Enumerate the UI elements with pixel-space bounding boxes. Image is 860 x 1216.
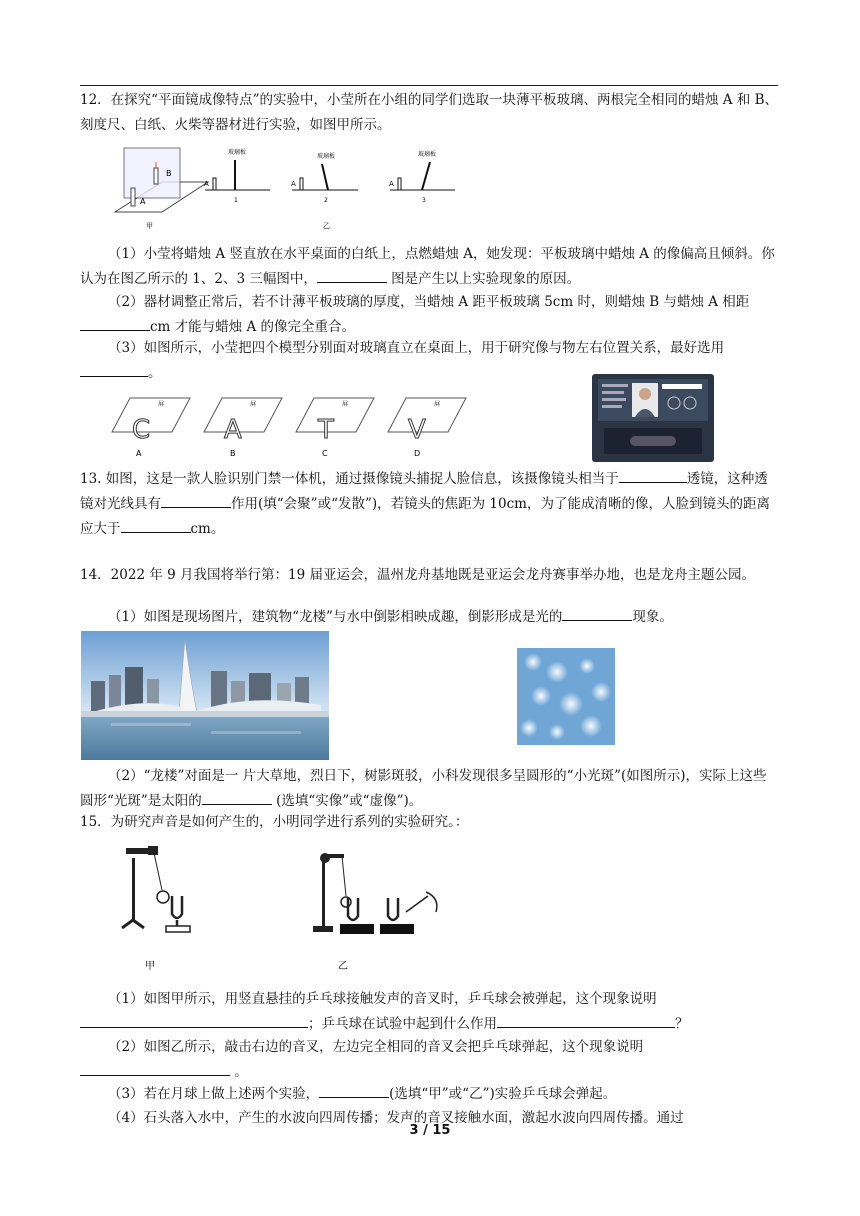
face-recognition-device-photo <box>592 374 714 462</box>
q14-sub1: （1）如图是现场图片，建筑物“龙楼”与水中倒影相映成趣，倒影形成是光的 现象。 <box>80 605 780 630</box>
q15-intro: 15．为研究声音是如何产生的，小明同学进行系列的实验研究。： <box>80 814 469 830</box>
svg-text:A: A <box>224 415 242 445</box>
q12-sub2: （2）器材调整正常后，若不计薄平板玻璃的厚度，当蜡烛 A 距平板玻璃 5cm 时，则蜡烛 B 与蜡烛 A 相距cm 才能与蜡烛 A 的像完全重合。 <box>80 290 780 340</box>
svg-text:屏: 屏 <box>342 401 349 408</box>
figure-jia <box>115 148 208 230</box>
figure-yi-1 <box>204 148 270 204</box>
svg-text:C: C <box>132 415 151 445</box>
q12-intro: 12．在探究“平面镜成像特点”的实验中，小莹所在小组的同学们选取一块薄平板玻璃、两根完全相同的蜡烛 A 和 B、刻度尺、白纸、火柴等器材进行实验，如图甲所示。 <box>80 92 779 133</box>
svg-text:玻璃板: 玻璃板 <box>317 153 336 160</box>
model-c <box>296 398 374 458</box>
dragon-tower-photo <box>81 631 329 760</box>
answer-blank-q12-2[interactable] <box>80 315 150 331</box>
figure-yi-3 <box>389 150 455 204</box>
svg-text:V: V <box>408 415 426 445</box>
answer-blank-q12-1[interactable] <box>317 267 387 283</box>
answer-blank-q12-3[interactable] <box>80 361 148 377</box>
svg-text:C: C <box>322 449 328 458</box>
model-b <box>204 398 282 458</box>
answer-blank-q13-2[interactable] <box>161 492 231 508</box>
figure-yi-2 <box>291 152 358 230</box>
label-yi: 乙 <box>323 222 330 230</box>
svg-text:B: B <box>230 449 236 458</box>
label-n1: 1 <box>234 197 238 204</box>
model-a <box>112 398 190 458</box>
q15-sub1: （1）如图甲所示，用竖直悬挂的乒乓球接触发声的音叉时，乒乓球会被弹起，这个现象说明；乒乓球在试验中起到什么作用 ？ <box>80 987 780 1037</box>
q12-models-figure <box>108 390 470 462</box>
q15-sub4: （4）石头落入水中，产生的水波向四周传播；发声的音叉接触水面，激起水波向四周传播。通过 <box>108 1110 684 1126</box>
q15-sub3: （3）若在月球上做上述两个实验， (选填“甲”或“乙”)实验乒乓球会弹起。 <box>80 1082 780 1107</box>
svg-text:玻璃板: 玻璃板 <box>418 151 437 158</box>
q12-figure-apparatus <box>110 140 490 232</box>
svg-text:A: A <box>136 449 142 458</box>
svg-text:A: A <box>204 180 209 188</box>
svg-text:屏: 屏 <box>250 401 257 408</box>
q12-sub1: （1）小莹将蜡烛 A 竖直放在水平桌面的白纸上，点燃蜡烛 A，她发现：平板玻璃中蜡烛 A 的像偏高且倾斜。你认为在图乙所示的 1、2、3 三幅图中， 图是产生以上实验现象的原因。 <box>80 246 775 287</box>
answer-blank-q14-2[interactable] <box>202 789 272 805</box>
q14-intro: 14．2022 年 9 月我国将举行第：19 届亚运会，温州龙舟基地既是亚运会龙舟赛事举办地，也是龙舟主题公园。 <box>80 567 755 583</box>
label-b-jia: B <box>166 169 172 178</box>
q15-tuning-fork-figure <box>110 840 450 978</box>
label-n3: 3 <box>422 197 426 204</box>
svg-text:屏: 屏 <box>158 401 165 408</box>
answer-blank-q13-3[interactable] <box>121 517 191 533</box>
answer-blank-q15-3[interactable] <box>80 1060 230 1076</box>
svg-text:D: D <box>414 449 421 458</box>
figure-yi-apparatus <box>313 853 437 972</box>
answer-blank-q13-1[interactable] <box>619 467 687 483</box>
svg-text:A: A <box>291 180 296 188</box>
label-jia: 甲 <box>145 961 155 972</box>
answer-blank-q15-1[interactable] <box>80 1012 308 1028</box>
figure-jia-apparatus <box>122 846 190 972</box>
q12-sub3: （3）如图所示，小莹把四个模型分别面对玻璃直立在桌面上，用于研究像与物左右位置关系，最好选用。 <box>80 336 780 386</box>
answer-blank-q15-4[interactable] <box>319 1082 389 1098</box>
label-n2: 2 <box>324 197 328 204</box>
label-jia: 甲 <box>146 222 153 230</box>
answer-blank-q14-1[interactable] <box>562 605 632 621</box>
answer-blank-q15-2[interactable] <box>497 1012 675 1028</box>
q14-sub2: （2）“龙楼”对面是一 片大草地，烈日下，树影斑驳，小科发现很多呈圆形的“小光斑”(如图所示)，实际上这些圆形“光斑”是太阳的 (选填“实像”或“虚像”)。 <box>80 768 767 809</box>
light-spot-photo <box>517 648 615 745</box>
svg-text:屏: 屏 <box>434 401 441 408</box>
q13-text: 13. 如图，这是一款人脸识别门禁一体机，通过摄像镜头捕捉人脸信息，该摄像镜头相当于 透镜，这种透镜对光线具有 作用(填“会聚”或“发散”)，若镜头的焦距为 10cm，为了能成清晰的像，人脸到镜头的距离应大于 cm。 <box>80 467 780 542</box>
svg-text:A: A <box>389 180 394 188</box>
q15-sub2: （2）如图乙所示，敲击右边的音叉，左边完全相同的音叉会把乒乓球弹起，这个现象说明 。 <box>80 1035 780 1085</box>
top-rule <box>80 85 778 86</box>
svg-text:T: T <box>318 415 334 445</box>
svg-text:玻璃板: 玻璃板 <box>228 149 247 156</box>
page-number: 3 / 15 <box>409 1123 451 1138</box>
label-yi: 乙 <box>338 961 348 972</box>
label-a-jia: A <box>140 197 146 206</box>
model-d <box>388 398 466 458</box>
